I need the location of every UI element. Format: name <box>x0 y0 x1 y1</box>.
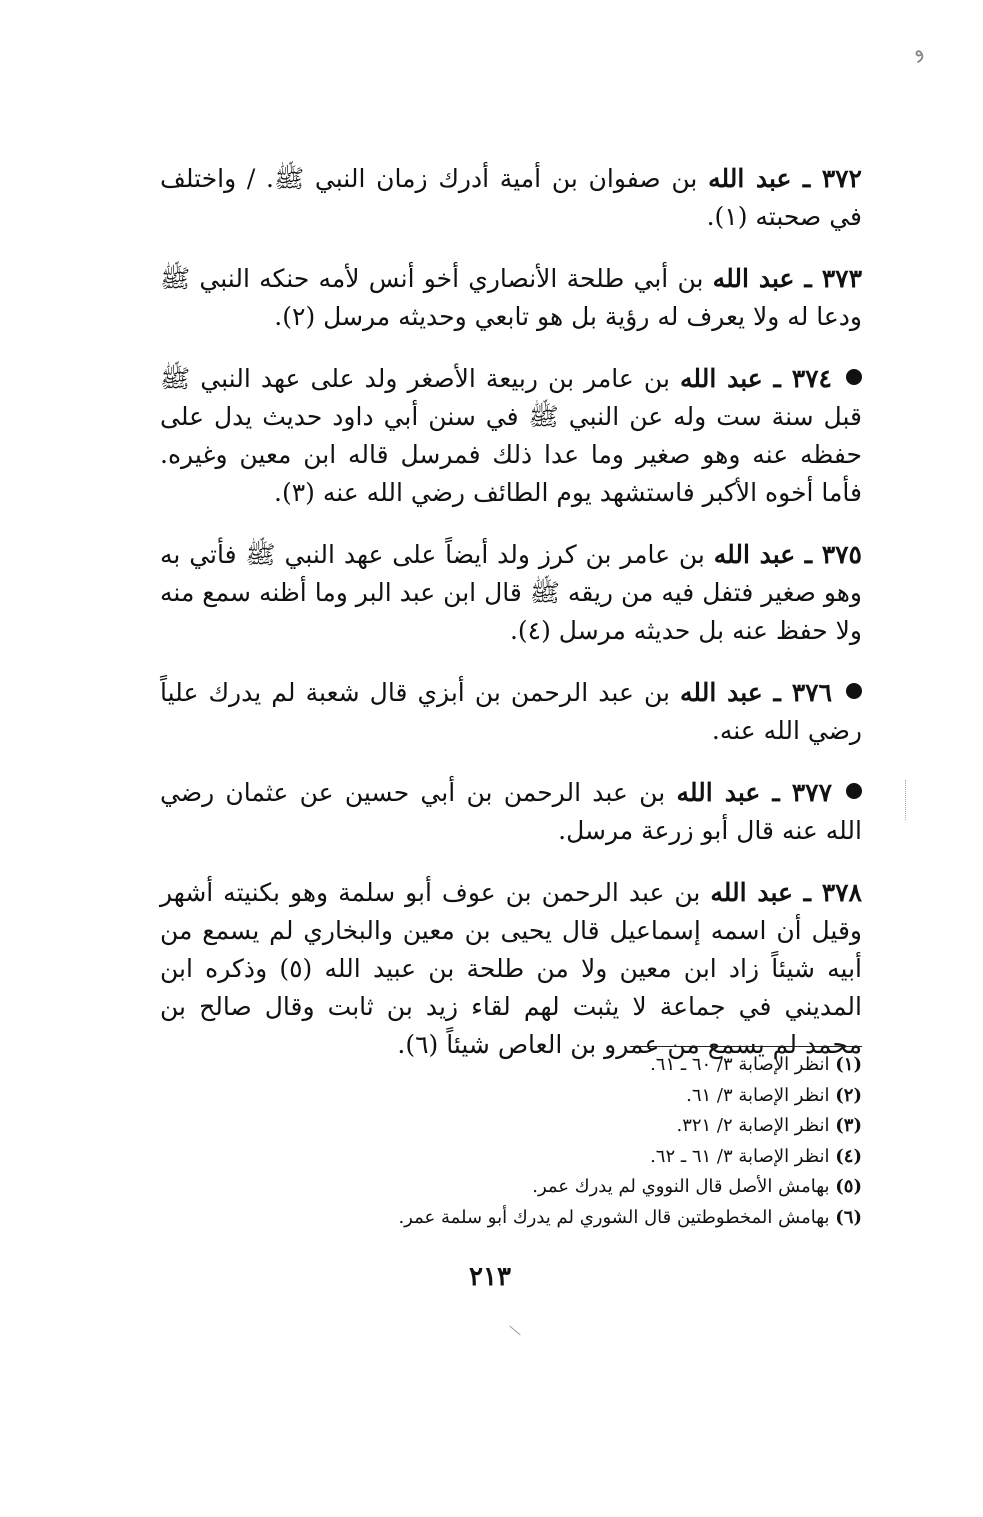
footnote-5: (٥) بهامش الأصل قال النووي لم يدرك عمر. <box>532 1176 862 1197</box>
entry-text: بن صفوان بن أمية أدرك زمان النبي ﷺ. / واختلف في صحبته (١). <box>160 164 862 231</box>
entries-list <box>160 160 862 1088</box>
entry-text: بن أبي طلحة الأنصاري أخو أنس لأمه حنكه النبي ﷺ ودعا له ولا يعرف له رؤية بل هو تابعي وحديثه مرسل (٢). <box>160 264 862 331</box>
entry-text: بن عبد الرحمن بن أبزي قال شعبة لم يدرك علياً رضي الله عنه. <box>160 678 862 745</box>
entry-378: ٣٧٨ ـ عبد الله بن عبد الرحمن بن عوف أبو سلمة وهو بكنيته أشهر وقيل أن اسمه إسماعيل قال يحيى بن معين والبخاري لم يسمع من أبيه شيئاً زاد ابن معين ولا من طلحة بن عبيد الله (٥) وذكره ابن المديني في جماعة لا يثبت لهم لقاء زيد بن ثابت وقال صالح بن محمد لم يسمع من عمرو بن العاص شيئاً (٦). <box>160 878 862 1059</box>
bullet-dot-icon <box>846 683 862 699</box>
entry-head: عبد الله <box>680 364 763 393</box>
entry-head: عبد الله <box>708 164 792 193</box>
entry-number: ٣٧٦ <box>791 678 833 707</box>
scan-mark <box>509 1326 520 1336</box>
footnote-2: (٢) انظر الإصابة ٣/ ٦١. <box>686 1084 862 1106</box>
entry-number: ٣٧٧ <box>791 778 833 807</box>
entry-372: ٣٧٢ ـ عبد الله بن صفوان بن أمية أدرك زمان النبي ﷺ. / واختلف في صحبته (١). <box>160 164 862 231</box>
footnote-3: (٣) انظر الإصابة ٢/ ٣٢١. <box>676 1115 862 1136</box>
entry-number: ٣٧٢ <box>821 164 862 193</box>
footnote-6: (٦) بهامش المخطوطتين قال الشوري لم يدرك أبو سلمة عمر. <box>398 1206 862 1228</box>
footnotes-list <box>400 1050 862 1233</box>
entry-number: ٣٧٤ <box>791 364 832 393</box>
entry-375: ٣٧٥ ـ عبد الله بن عامر بن كرز ولد أيضاً على عهد النبي ﷺ فأتي به وهو صغير فتفل فيه من ريقه ﷺ قال ابن عبد البر وما أظنه سمع منه ولا حفظ عنه بل حديثه مرسل (٤). <box>160 540 862 645</box>
entry-text: بن عامر بن ربيعة الأصغر ولد على عهد النبي ﷺ قبل سنة ست وله عن النبي ﷺ في سنن أبي داود حديث يدل على حفظه عنه وهو صغير وما عدا ذلك فمرسل قاله ابن معين وغيره. فأما أخوه الأكبر فاستشهد يوم الطائف رضي الله عنه (٣). <box>160 364 862 507</box>
entry-373: ٣٧٣ ـ عبد الله بن أبي طلحة الأنصاري أخو أنس لأمه حنكه النبي ﷺ ودعا له ولا يعرف له رؤية بل هو تابعي وحديثه مرسل (٢). <box>160 264 863 331</box>
entry-376: ٣٧٦ ـ عبد الله بن عبد الرحمن بن أبزي قال شعبة لم يدرك علياً رضي الله عنه. <box>160 678 862 745</box>
entry-head: عبد الله <box>710 878 793 907</box>
entry-head: عبد الله <box>680 678 763 707</box>
entry-head: عبد الله <box>676 778 761 807</box>
entry-head: عبد الله <box>713 540 796 569</box>
entry-text: بن عبد الرحمن بن عوف أبو سلمة وهو بكنيته أشهر وقيل أن اسمه إسماعيل قال يحيى بن معين والبخاري لم يسمع من أبيه شيئاً زاد ابن معين ولا من طلحة بن عبيد الله (٥) وذكره ابن المديني في جماعة لا يثبت لهم لقاء زيد بن ثابت وقال صالح بن محمد لم يسمع من عمرو بن العاص شيئاً (٦). <box>160 878 862 1059</box>
footnote-4: (٤) انظر الإصابة ٣/ ٦١ ـ ٦٢. <box>650 1145 862 1167</box>
entry-374: ٣٧٤ ـ عبد الله بن عامر بن ربيعة الأصغر ولد على عهد النبي ﷺ قبل سنة ست وله عن النبي ﷺ في سنن أبي داود حديث يدل على حفظه عنه وهو صغير وما عدا ذلك فمرسل قاله ابن معين وغيره. فأما أخوه الأكبر فاستشهد يوم الطائف رضي الله عنه (٣). <box>160 364 862 507</box>
entry-number: ٣٧٣ <box>821 264 863 293</box>
footnote-1: (١) انظر الإصابة ٣/ ٦٠ ـ ٦١. <box>650 1054 862 1075</box>
margin-mark: ﻭ <box>906 37 928 63</box>
footnote-divider <box>630 1046 862 1047</box>
entry-head: عبد الله <box>712 264 795 293</box>
margin-specks <box>905 780 907 820</box>
bullet-dot-icon <box>846 369 862 385</box>
page-number: ٢١٣ <box>469 1262 511 1292</box>
entry-number: ٣٧٨ <box>821 878 862 907</box>
entry-text: بن عامر بن كرز ولد أيضاً على عهد النبي ﷺ فأتي به وهو صغير فتفل فيه من ريقه ﷺ قال ابن عبد البر وما أظنه سمع منه ولا حفظ عنه بل حديثه مرسل (٤). <box>160 540 862 645</box>
entry-number: ٣٧٥ <box>821 540 862 569</box>
bullet-dot-icon <box>846 783 862 799</box>
entry-text: بن عبد الرحمن بن أبي حسين عن عثمان رضي الله عنه قال أبو زرعة مرسل. <box>160 778 862 845</box>
entry-377: ٣٧٧ ـ عبد الله بن عبد الرحمن بن أبي حسين عن عثمان رضي الله عنه قال أبو زرعة مرسل. <box>160 778 862 845</box>
